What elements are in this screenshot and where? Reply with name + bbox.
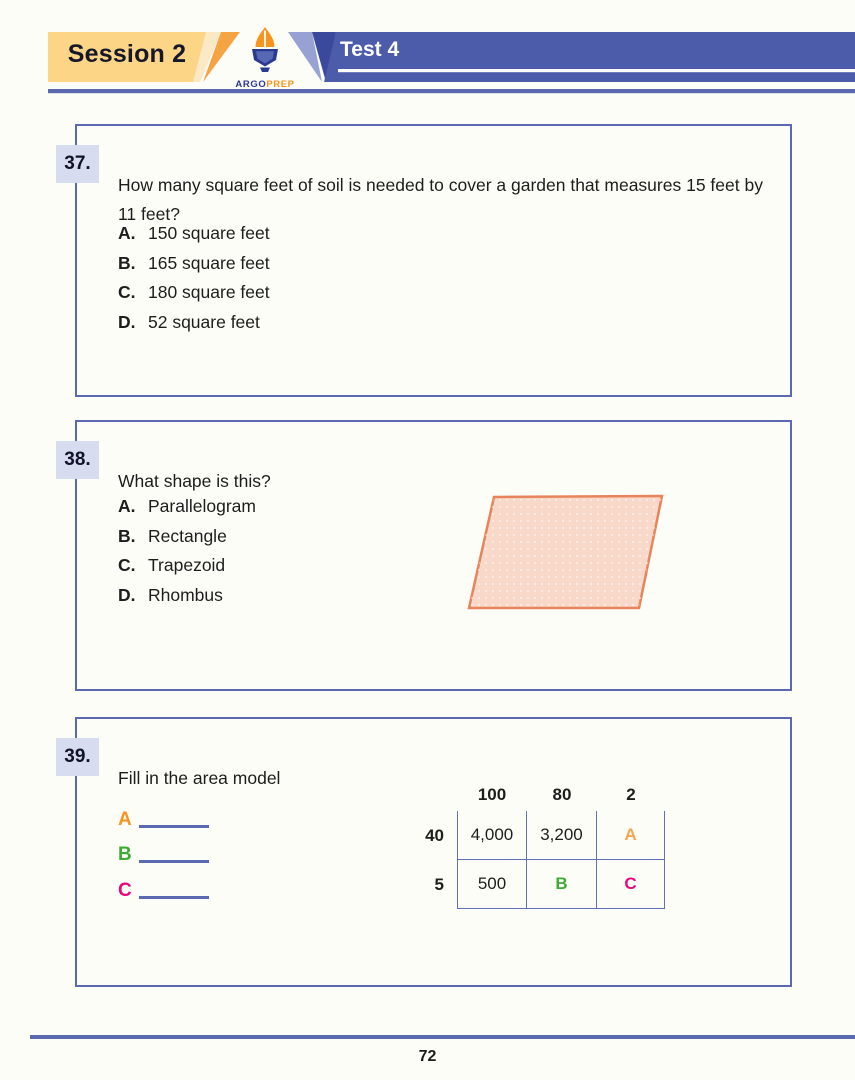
question-37-text: How many square feet of soil is needed to cover a garden that measures 15 feet by 11 feet? — [118, 174, 763, 224]
question-38-number-badge: 38. — [56, 441, 99, 479]
option-letter: B. — [118, 525, 136, 546]
area-model-table — [412, 785, 665, 909]
blank-a — [118, 795, 209, 831]
question-39-text: Fill in the area model — [118, 767, 281, 788]
option-letter: B. — [118, 252, 136, 273]
area-model-grid — [412, 811, 665, 909]
option-text: Rhombus — [148, 585, 223, 606]
area-model-column-headers — [412, 785, 665, 807]
blank-line-c — [139, 896, 209, 899]
question-box-37 — [64, 124, 792, 397]
option-letter: D. — [118, 585, 136, 606]
option-letter: C. — [118, 555, 136, 576]
option-text: Trapezoid — [148, 555, 226, 576]
blank-c — [118, 866, 209, 902]
option-text: 180 square feet — [148, 282, 270, 303]
logo-text-argo: ARGO — [235, 79, 267, 90]
argoprep-pen-icon — [244, 27, 286, 73]
area-model-cell: 500 — [457, 860, 527, 909]
option-text: 165 square feet — [148, 252, 270, 273]
option-letter: A. — [118, 496, 136, 517]
blank-letter-b: B — [118, 844, 132, 865]
blank-line-b — [139, 860, 209, 863]
option-b — [118, 249, 270, 279]
col-header-80: 80 — [552, 785, 572, 804]
col-header-100: 100 — [477, 785, 507, 804]
option-letter: C. — [118, 282, 136, 303]
option-text: Rectangle — [148, 525, 227, 546]
question-39-number-badge: 39. — [56, 738, 99, 776]
option-letter: D. — [118, 312, 136, 333]
area-model-cell: 3,200 — [527, 811, 597, 860]
option-a — [118, 492, 256, 522]
blank-b — [118, 831, 209, 867]
test-label: Test 4 — [340, 38, 400, 61]
question-38-options — [118, 492, 256, 610]
row-header-5: 5 — [434, 874, 444, 894]
area-model-cell-answer-b: B — [527, 860, 597, 909]
footer-rule — [30, 1035, 855, 1039]
area-model-cell-answer-c: C — [597, 860, 665, 909]
area-model-cell-answer-a: A — [597, 811, 665, 860]
option-text: 150 square feet — [148, 223, 270, 244]
question-37-options — [118, 219, 270, 337]
option-d — [118, 581, 256, 611]
argoprep-logo — [229, 27, 301, 90]
row-header-40: 40 — [425, 825, 444, 845]
blank-letter-a: A — [118, 808, 132, 830]
question-37-number-badge: 37. — [56, 145, 99, 183]
option-a — [118, 219, 270, 249]
answer-blanks — [118, 795, 209, 902]
option-c — [118, 551, 256, 581]
page-number: 72 — [418, 1048, 437, 1065]
option-d — [118, 308, 270, 338]
question-box-38 — [64, 420, 792, 691]
col-header-2: 2 — [626, 785, 636, 804]
question-38-text: What shape is this? — [118, 470, 271, 491]
option-b — [118, 522, 256, 552]
parallelogram-figure — [462, 490, 672, 615]
option-c — [118, 278, 270, 308]
blank-line-a — [139, 825, 209, 828]
question-box-39 — [64, 717, 792, 987]
logo-text-prep: PREP — [266, 79, 295, 90]
session-label: Session 2 — [67, 40, 187, 68]
option-text: 52 square feet — [148, 312, 260, 333]
blank-letter-c: C — [118, 879, 132, 901]
option-letter: A. — [118, 223, 136, 244]
argoprep-logo-text — [229, 79, 301, 90]
area-model-cell: 4,000 — [457, 811, 527, 860]
option-text: Parallelogram — [148, 496, 256, 517]
